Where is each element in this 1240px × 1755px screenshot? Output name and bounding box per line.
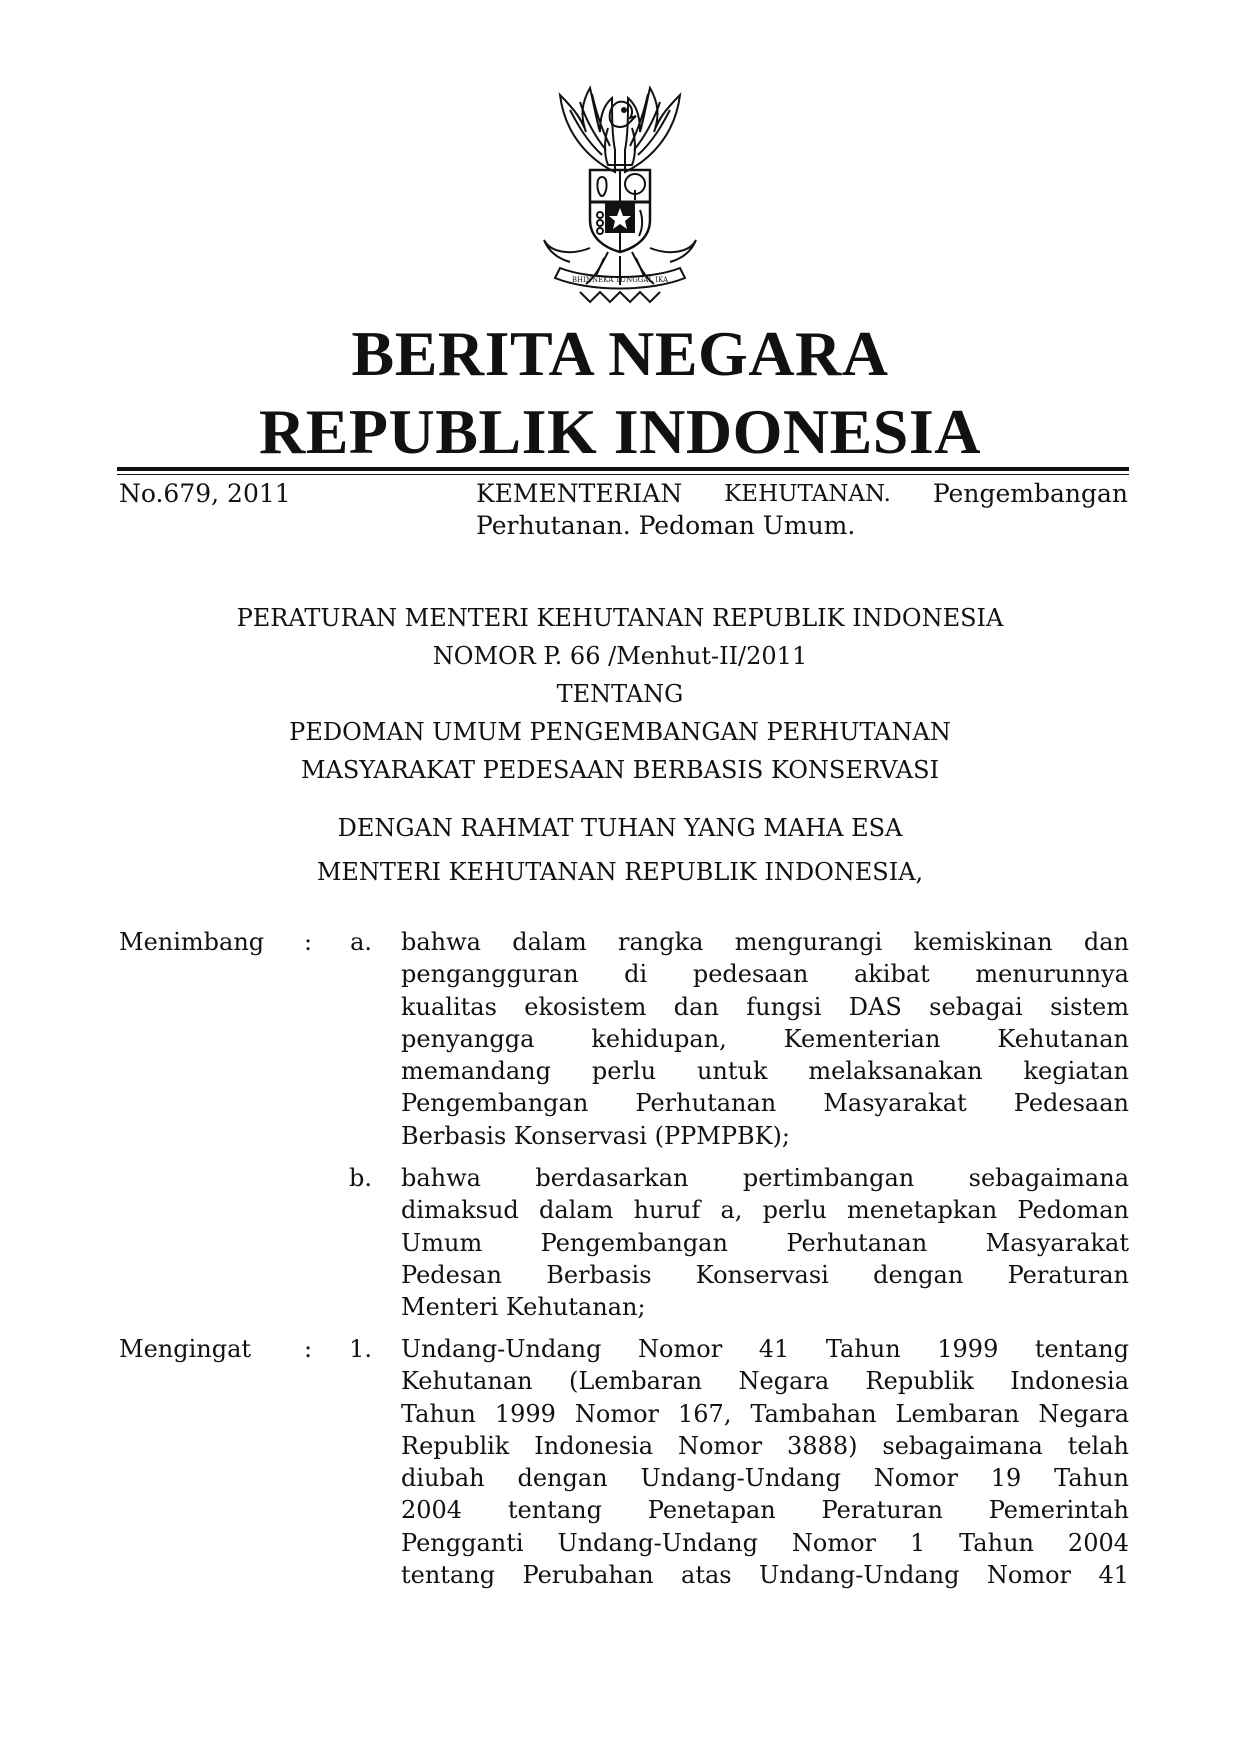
paragraph-line: penyangga kehidupan, Kementerian Kehutanan [401, 1024, 1129, 1053]
invocation: DENGAN RAHMAT TUHAN YANG MAHA ESA [337, 814, 903, 842]
menimbang-paragraph-a [401, 926, 1129, 1152]
paragraph-line: dimaksud dalam huruf a, perlu menetapkan Pedoman [401, 1196, 1129, 1225]
paragraph-line: Umum Pengembangan Perhutanan Masyarakat [401, 1228, 1129, 1257]
regulation-about: TENTANG [556, 680, 684, 708]
menimbang-marker-a: a. [350, 928, 372, 956]
paragraph-line: bahwa dalam rangka mengurangi kemiskinan dan [401, 928, 1129, 956]
menimbang-paragraph-b [401, 1162, 1129, 1323]
paragraph-line: Berbasis Konservasi (PPMPBK); [401, 1121, 790, 1150]
paragraph-line: bahwa berdasarkan pertimbangan sebagaimana [401, 1164, 1129, 1192]
subject-line-2: Perhutanan. Pedoman Umum. [476, 511, 856, 540]
mengingat-colon: : [304, 1335, 313, 1363]
paragraph-line: 2004 tentang Penetapan Peraturan Pemerintah [401, 1496, 1129, 1525]
masthead-subtitle: REPUBLIK INDONESIA [258, 396, 982, 467]
paragraph-line: tentang Perubahan atas Undang-Undang Nomor 41 [401, 1561, 1129, 1590]
regulation-number: NOMOR P. 66 /Menhut-II/2011 [432, 642, 808, 670]
regulation-subject-line-1: PEDOMAN UMUM PENGEMBANGAN PERHUTANAN [289, 718, 951, 746]
paragraph-line: Pengganti Undang-Undang Nomor 1 Tahun 2004 [401, 1528, 1129, 1557]
masthead-title: BERITA NEGARA [351, 318, 889, 389]
menimbang-colon: : [304, 928, 313, 956]
header-rule [117, 467, 1129, 471]
header-rule-thin [117, 474, 1129, 475]
paragraph-line: Tahun 1999 Nomor 167, Tambahan Lembaran Negara [401, 1399, 1129, 1428]
subject-ministry: KEMENTERIAN [476, 479, 683, 508]
document-number: No.679, 2011 [119, 479, 291, 508]
minister-line: MENTERI KEHUTANAN REPUBLIK INDONESIA, [316, 858, 924, 886]
paragraph-line: Undang-Undang Nomor 41 Tahun 1999 tentang [401, 1335, 1129, 1363]
subject-department: KEHUTANAN. [724, 481, 891, 507]
garuda-emblem-icon [520, 80, 720, 305]
paragraph-line: Kehutanan (Lembaran Negara Republik Indonesia [401, 1367, 1129, 1396]
menimbang-label: Menimbang [119, 928, 265, 956]
paragraph-line: Republik Indonesia Nomor 3888) sebagaimana telah [401, 1431, 1129, 1460]
mengingat-marker-1: 1. [349, 1335, 372, 1363]
regulation-subject-line-2: MASYARAKAT PEDESAAN BERBASIS KONSERVASI [300, 756, 940, 784]
menimbang-marker-b: b. [349, 1164, 372, 1192]
paragraph-line: Pengembangan Perhutanan Masyarakat Pedesaan [401, 1089, 1129, 1118]
mengingat-paragraph-1 [401, 1333, 1129, 1591]
subject-topic: Pengembangan [932, 479, 1128, 508]
paragraph-line: Menteri Kehutanan; [401, 1293, 646, 1322]
paragraph-line: memandang perlu untuk melaksanakan kegiatan [401, 1057, 1129, 1086]
paragraph-line: Pedesan Berbasis Konservasi dengan Peraturan [401, 1260, 1129, 1289]
paragraph-line: diubah dengan Undang-Undang Nomor 19 Tahun [401, 1464, 1129, 1493]
paragraph-line: pengangguran di pedesaan akibat menurunnya [401, 960, 1129, 989]
paragraph-line: kualitas ekosistem dan fungsi DAS sebagai sistem [401, 992, 1129, 1021]
regulation-title: PERATURAN MENTERI KEHUTANAN REPUBLIK INDONESIA [236, 604, 1004, 632]
document-subject [476, 478, 1128, 542]
svg-text:BHINNEKA TUNGGAL IKA: BHINNEKA TUNGGAL IKA [571, 276, 669, 284]
mengingat-label: Mengingat [119, 1335, 252, 1363]
